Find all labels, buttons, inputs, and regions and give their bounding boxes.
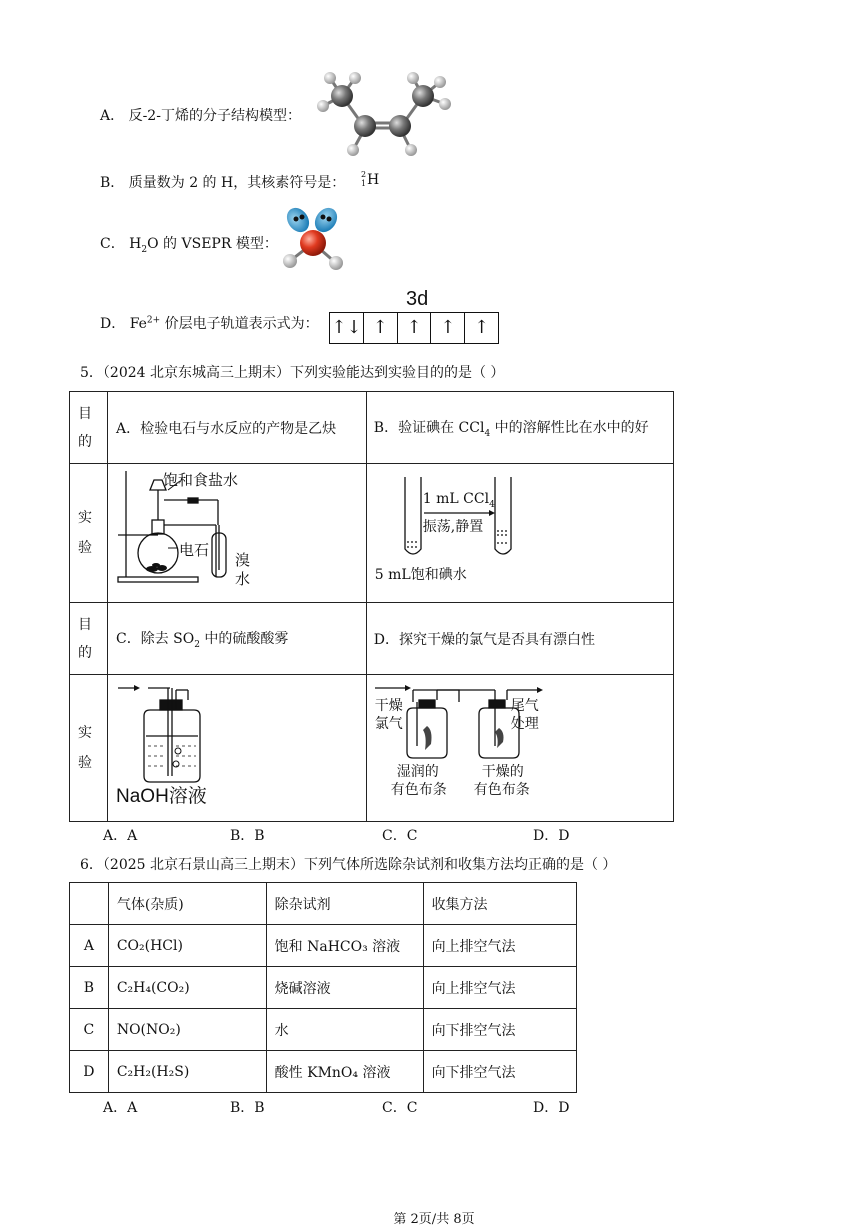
label-naoh: NaOH溶液 bbox=[116, 786, 207, 807]
header-cell: 收集方法 bbox=[423, 883, 576, 925]
label-shake: 振荡,静置 bbox=[422, 519, 484, 535]
label-wet-cloth-1: 湿润的 bbox=[396, 764, 439, 780]
q6-table bbox=[69, 882, 577, 1093]
choice-a[interactable]: A．A bbox=[103, 828, 138, 844]
orbital-label: 3d bbox=[406, 288, 429, 310]
aim-c: C．除去 $SO_2$ 中的硫酸酸雾 bbox=[108, 603, 367, 675]
label-brine: 饱和食盐水 bbox=[163, 471, 239, 489]
label-tail-gas-2: 处理 bbox=[510, 716, 539, 732]
header-cell bbox=[70, 883, 109, 925]
page-footer: 第 2页/共 8页 bbox=[393, 1212, 475, 1227]
choice-d[interactable]: D．D bbox=[533, 828, 570, 844]
choice-c[interactable]: C．C bbox=[382, 828, 418, 844]
label-wet-cloth-2: 有色布条 bbox=[390, 782, 447, 798]
aim-b: B．验证碘在 CCl$_4$ 中的溶解性比在水中的好 bbox=[366, 392, 673, 464]
label-carbide: 电石 bbox=[179, 541, 210, 559]
option-a: A． 反-2-丁烯的分子结构模型： bbox=[100, 108, 301, 124]
q6-stem: 6．（2025 北京石景山高三上期末）下列气体所选除杂试剂和收集方法均正确的是（ ） bbox=[80, 857, 617, 873]
orbital-box: ↑↓ bbox=[330, 313, 364, 343]
orbital-diagram bbox=[329, 312, 499, 344]
orbital-box: ↑ bbox=[474, 317, 490, 338]
figure-a bbox=[108, 464, 367, 603]
vsepr-model bbox=[278, 205, 353, 277]
label-tail-gas-1: 尾气 bbox=[510, 698, 539, 714]
aim-d: D．探究干燥的氯气是否具有漂白性 bbox=[366, 603, 673, 675]
row-label-aim: 目 的 bbox=[70, 603, 108, 675]
option-d: D． $Fe^{2+}$ 价层电子轨道表示式为： bbox=[100, 315, 319, 332]
aim-a: A．检验电石与水反应的产物是乙炔 bbox=[108, 392, 367, 464]
label-bromine-2: 水 bbox=[235, 570, 251, 588]
table-row: C NO(NO₂) 水 向下排空气法 bbox=[70, 1009, 577, 1051]
figure-c bbox=[108, 675, 367, 822]
nuclide-symbol: 2 1 H bbox=[361, 170, 380, 188]
figure-b bbox=[366, 464, 673, 603]
option-c: C． $H_2O$ 的 VSEPR 模型： bbox=[100, 236, 278, 255]
trans-2-butene-model bbox=[305, 70, 465, 162]
label-dry-cloth-2: 有色布条 bbox=[473, 782, 530, 798]
orbital-box: ↑ bbox=[431, 313, 465, 343]
label-bromine-1: 溴 bbox=[235, 551, 251, 569]
table-row: D C₂H₂(H₂S) 酸性 KMnO₄ 溶液 向下排空气法 bbox=[70, 1051, 577, 1093]
table-header-row bbox=[70, 883, 577, 925]
row-label-exp: 实 验 bbox=[70, 464, 108, 603]
option-b: B． 质量数为 2 的 H，其核素符号是： bbox=[100, 175, 346, 191]
choice-d[interactable]: D．D bbox=[533, 1100, 570, 1116]
choice-b[interactable]: B．B bbox=[230, 1100, 265, 1116]
choice-b[interactable]: B．B bbox=[230, 828, 265, 844]
label-dry-cloth-1: 干燥的 bbox=[481, 764, 524, 780]
choice-c[interactable]: C．C bbox=[382, 1100, 418, 1116]
figure-d bbox=[366, 675, 673, 822]
label-iodine-water: 5 mL饱和碘水 bbox=[374, 567, 467, 583]
label-ccl4: 1 mL CCl$_4$ bbox=[422, 491, 495, 510]
q5-table bbox=[69, 391, 674, 822]
q5-stem: 5．（2024 北京东城高三上期末）下列实验能达到实验目的的是（ ） bbox=[80, 365, 505, 381]
table-row: B C₂H₄(CO₂) 烧碱溶液 向上排空气法 bbox=[70, 967, 577, 1009]
table-row: A CO₂(HCl) 饱和 NaHCO₃ 溶液 向上排空气法 bbox=[70, 925, 577, 967]
header-cell: 气体(杂质) bbox=[108, 883, 266, 925]
header-cell: 除杂试剂 bbox=[266, 883, 423, 925]
orbital-box: ↑ bbox=[364, 313, 398, 343]
label-dry-chlorine-1: 干燥 bbox=[374, 698, 403, 714]
choice-a[interactable]: A．A bbox=[103, 1100, 138, 1116]
row-label-aim: 目 的 bbox=[70, 392, 108, 464]
orbital-box: ↑ bbox=[398, 313, 432, 343]
label-dry-chlorine-2: 氯气 bbox=[374, 716, 403, 732]
row-label-exp: 实 验 bbox=[70, 675, 108, 822]
